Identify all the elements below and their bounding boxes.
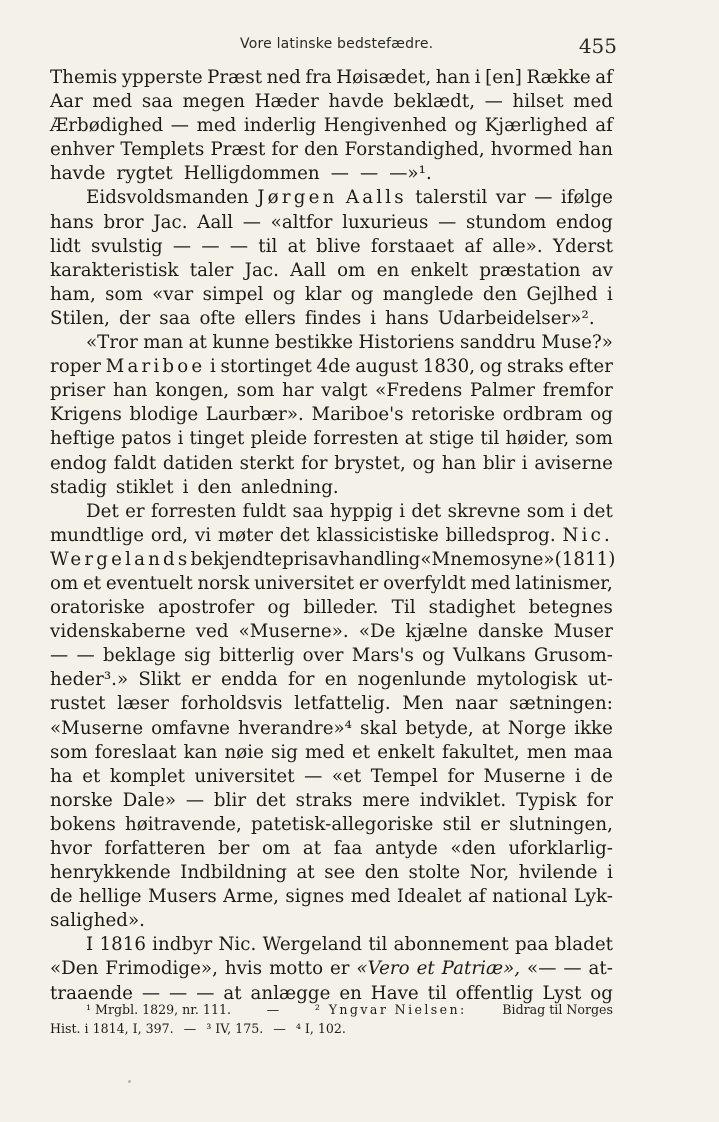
text-line-35: de hellige Musers Arme, signes med Idealet af national Lyk-: [50, 886, 613, 908]
text-line-31: norske Dale» — blir det straks mere indviklet. Typisk for: [50, 789, 613, 811]
text-line-27: rustet læser forholdsvis letfattelig. Men naar sætningen:: [50, 693, 613, 715]
text-line-10: ham, som «var simpel og klar og manglede den Gejlhed i: [50, 283, 613, 305]
text-line-9: karakteristisk taler Jac. Aall om en enkelt præstation av: [50, 259, 613, 281]
text-line-20: mundtlige ord, vi møter det klassicistiske billedsprog. Nic.: [50, 524, 613, 546]
body-text: [50, 66, 616, 1006]
text-line-33: hvor forfatteren ber om at faa antyde «den uforklarlig-: [50, 838, 613, 859]
text-line-14: priser han kongen, som har valgt «Fredens Palmer fremfor: [50, 380, 613, 402]
text-line-3: Ærbødighed — med inderlig Hengivenhed og Kjærlighed af: [50, 115, 613, 137]
text-line-22: om et eventuelt norsk universitet er overfyldt med latinismer,: [50, 572, 613, 594]
page-number: 455: [578, 34, 617, 58]
text-line-19: Det er forresten fuldt saa hyppig i det skrevne som i det: [86, 500, 613, 522]
footnote-line-2: Hist. i 1814, I, 397. — ³ IV, 175. — ⁴ I, 102.: [50, 1021, 346, 1036]
text-line-36: salighed».: [50, 910, 145, 932]
text-line-12: «Tror man at kunne bestikke Historiens sanddru Muse?»: [86, 332, 613, 354]
text-line-5: havde rygtet Helligdommen — — —»¹.: [50, 163, 432, 185]
text-line-25: — — beklage sig bitterlig over Mars's og Vulkans Grusom-: [50, 645, 613, 667]
text-line-34: henrykkende Indbildning at see den stolte Nor, hvilende i: [50, 862, 613, 884]
text-line-28: «Muserne omfavne hverandre»⁴ skal betyde, at Norge ikke: [50, 717, 613, 739]
text-line-2: Aar med saa megen Hæder havde beklædt, — hilset med: [50, 91, 613, 113]
text-line-26: heder³.» Slikt er endda for en nogenlunde mytologisk ut-: [50, 669, 613, 691]
text-line-4: enhver Templets Præst for den Forstandighed, hvormed han: [50, 139, 613, 161]
text-line-17: endog faldt datiden sterkt for brystet, og han blir i aviserne: [50, 452, 613, 474]
text-line-24: videnskaberne ved «Muserne». «De kjælne danske Muser: [50, 621, 613, 643]
text-line-15: Krigens blodige Laurbær». Mariboe's retoriske ordbram og: [50, 404, 613, 426]
footnote-4: ⁴ I, 102.: [295, 1021, 346, 1036]
footnote-1: ¹ Mrgbl. 1829, nr. 111.: [86, 1002, 231, 1017]
footnote-line-1: ¹ Mrgbl. 1829, nr. 111. — ² Yngvar Nielsen: Bidrag til Norges: [86, 1002, 613, 1017]
text-line-23: oratoriske apostrofer og billeder. Til stadighet betegnes: [50, 597, 613, 619]
footnote-3: ³ IV, 175.: [206, 1021, 264, 1036]
text-line-32: bokens høitravende, patetisk-allegoriske stil er slutningen,: [50, 813, 613, 835]
text-line-37: I 1816 indbyr Nic. Wergeland til abonnement paa bladet: [86, 934, 613, 956]
footnotes: [50, 1000, 613, 1038]
text-line-1: Themis ypperste Præst ned fra Høisædet, han i [en] Række af: [50, 67, 613, 88]
text-line-11: Stilen, der saa ofte ellers findes i hans Udarbeidelser»².: [50, 307, 595, 329]
text-line-29: som foreslaat kan nøie sig med et enkelt fakultet, men maa: [50, 741, 613, 763]
text-line-18: stadig stiklet i den anledning.: [50, 476, 339, 498]
text-line-8: lidt svulstig — — — til at blive forstaaet af alle». Yderst: [50, 235, 613, 257]
text-line-38: «Den Frimodige», hvis motto er «Vero et Patriæ», «— — at-: [50, 958, 613, 980]
text-line-30: ha et komplet universitet — «et Tempel for Muserne i de: [50, 765, 613, 787]
text-line-21: Wergelands bekjendte prisavhandling «Mnemosyne» (1811): [50, 548, 616, 570]
text-line-6: Eidsvoldsmanden Jørgen Aalls talerstil var — ifølge: [86, 187, 613, 209]
paper-speck: [128, 1080, 131, 1083]
running-title: Vore latinske bedstefædre.: [240, 36, 434, 52]
text-line-16: heftige patos i tinget pleide forresten at stige til høider, som: [50, 428, 613, 450]
text-line-7: hans bror Jac. Aall — «altfor luxurieus — stundom endog: [50, 211, 613, 233]
footnote-2: ² Yngvar Nielsen:: [314, 1002, 467, 1017]
text-line-13: roper Mariboe i stortinget 4de august 1830, og straks efter: [50, 356, 613, 378]
text-line-39: traaende — — — at anlægge en Have til offentlig Lyst og: [50, 982, 613, 1004]
page-header: [50, 34, 617, 64]
